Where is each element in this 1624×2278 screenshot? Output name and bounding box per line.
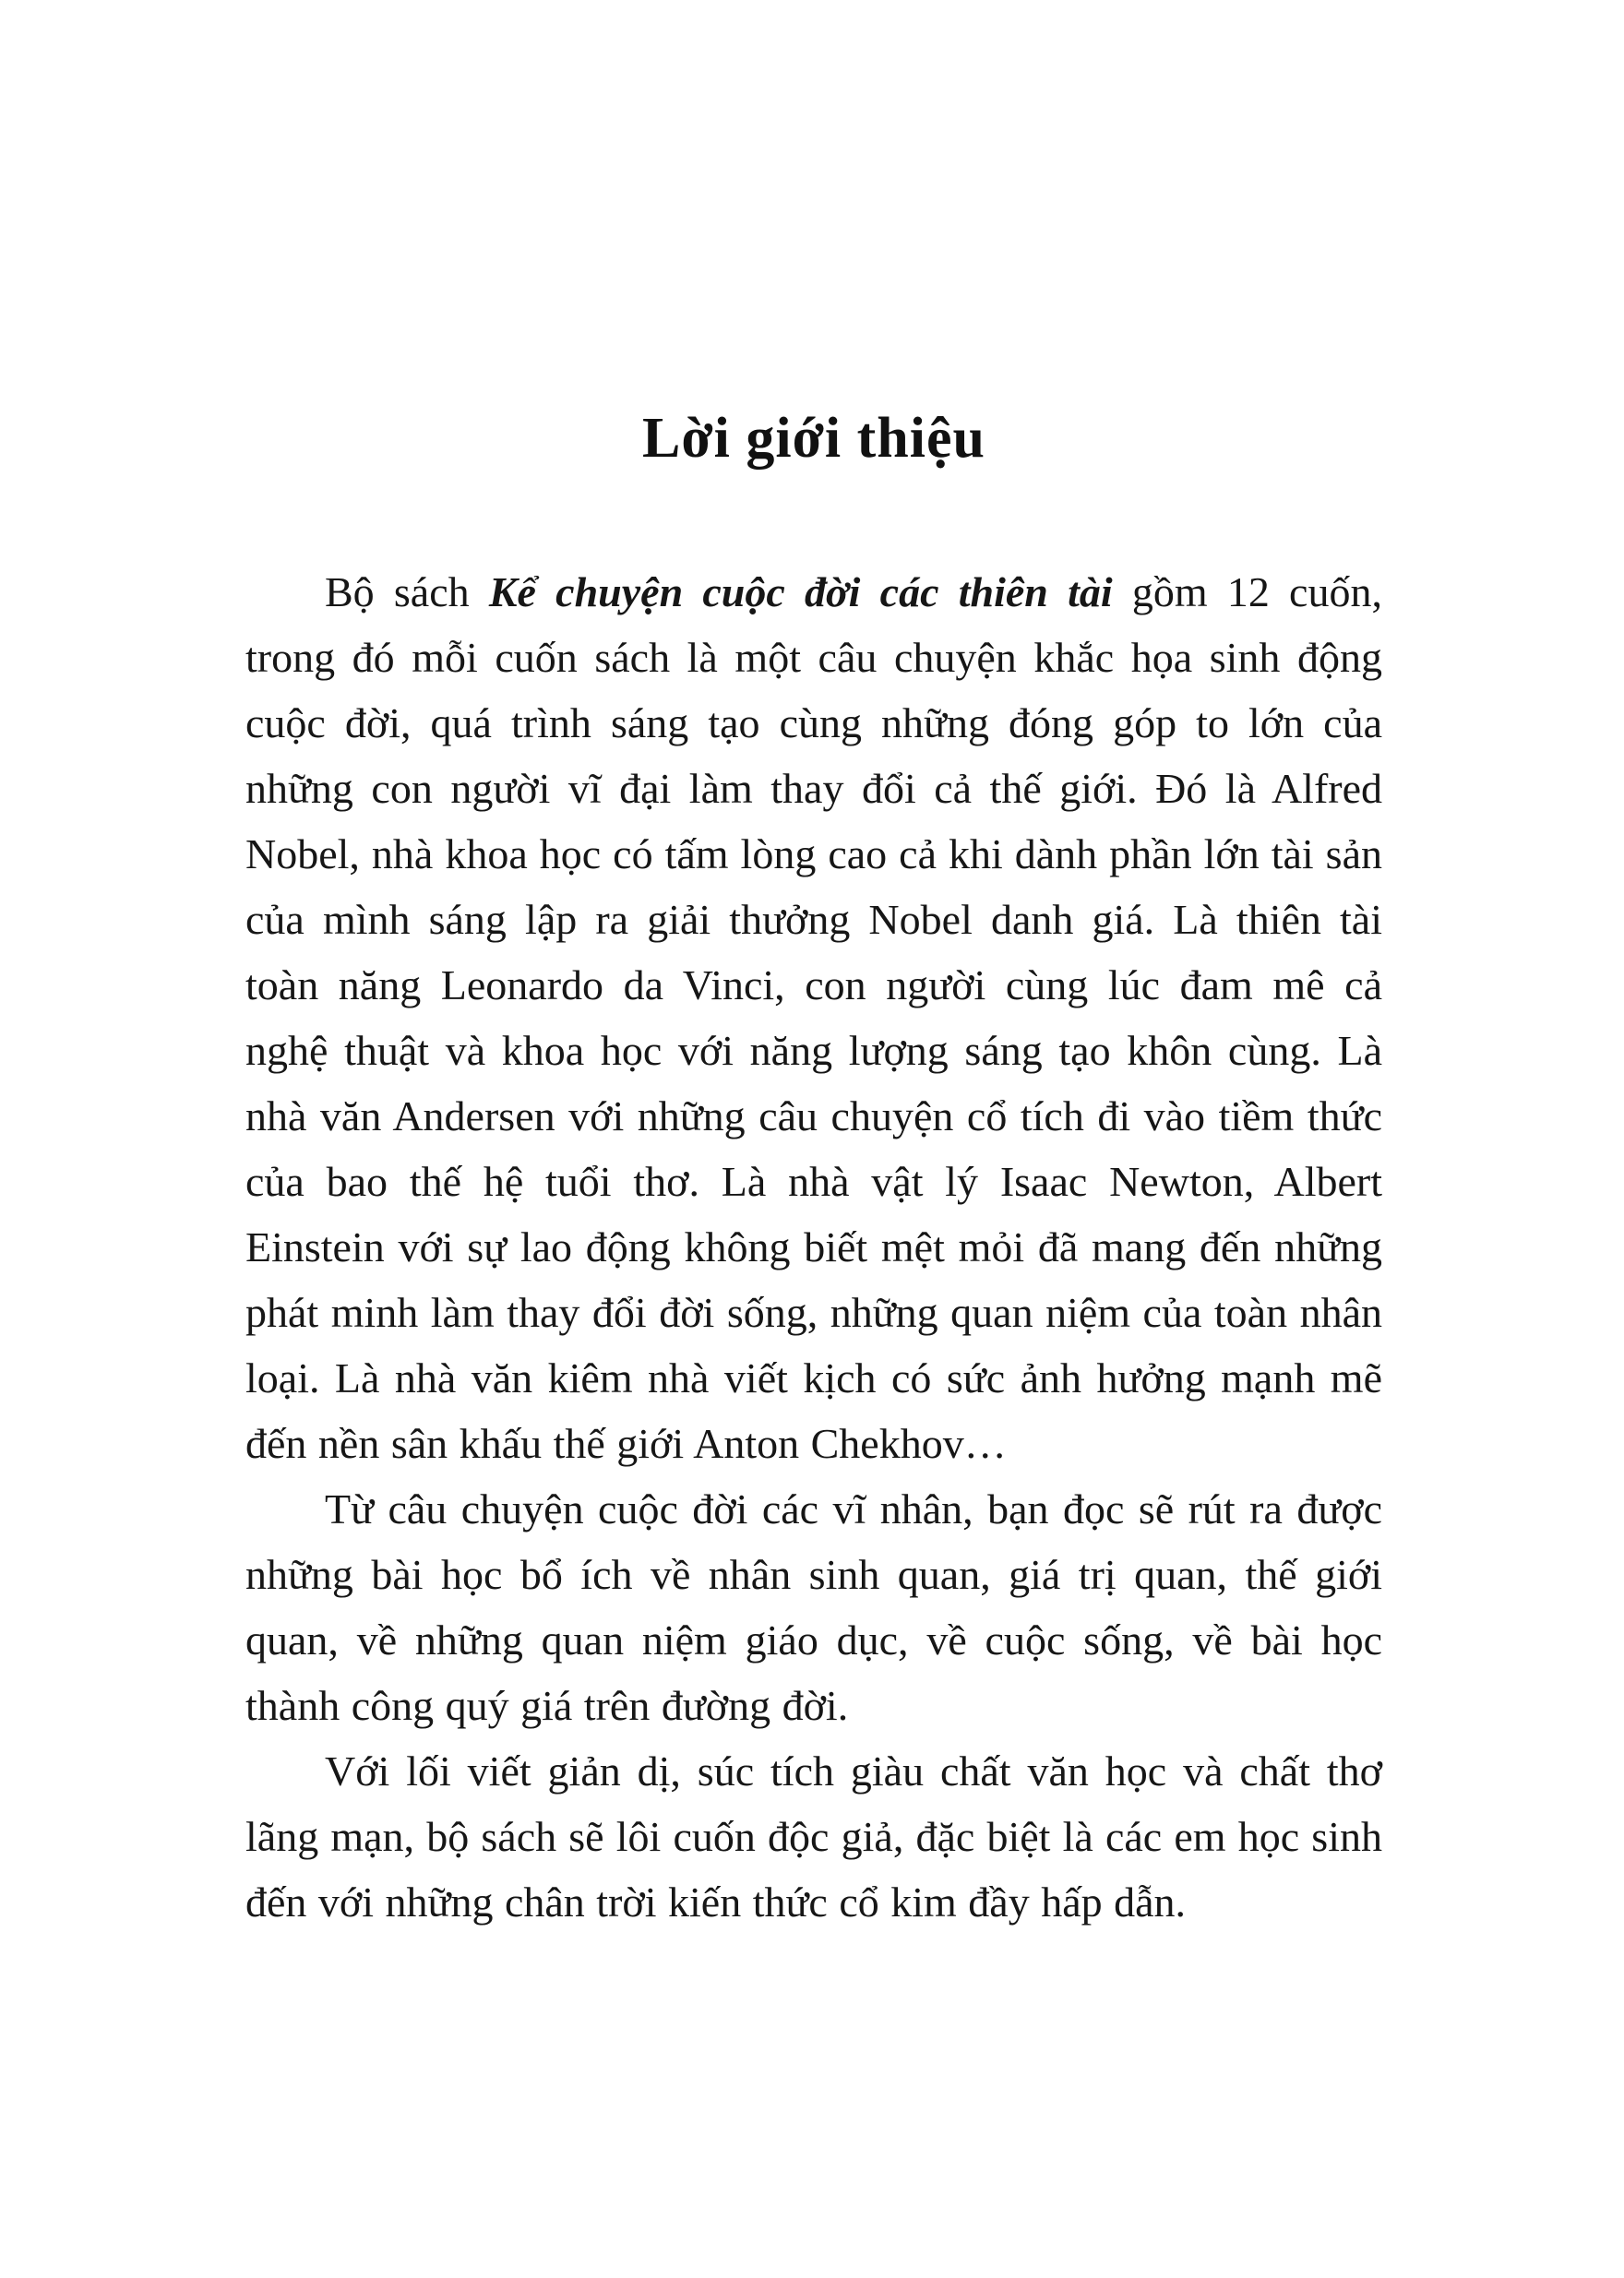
paragraph-1-rest: gồm 12 cuốn, trong đó mỗi cuốn sách là một câu chuyện khắc họa sinh động cuộc đời, quá trình sáng tạo cùng những đóng góp to lớn của những con người vĩ đại làm thay đổi cả thế giới. Đó là Alfred Nobel, nhà khoa học có tấm lòng cao cả khi dành phần lớn tài sản của mình sáng lập ra giải thưởng Nobel danh giá. Là thiên tài toàn năng Leonardo da Vinci, con người cùng lúc đam mê cả nghệ thuật và khoa học với năng lượng sáng tạo khôn cùng. Là nhà văn Andersen với những câu chuyện cổ tích đi vào tiềm thức của bao thế hệ tuổi thơ. Là nhà vật lý Isaac Newton, Albert Einstein với sự lao động không biết mệt mỏi đã mang đến những phát minh làm thay đổi đời sống, những quan niệm của toàn nhân loại. Là nhà văn kiêm nhà viết kịch có sức ảnh hưởng mạnh mẽ đến nền sân khấu thế giới Anton Chekhov… — [245, 568, 1382, 1467]
intro-paragraph-2: Từ câu chuyện cuộc đời các vĩ nhân, bạn đọc sẽ rút ra được những bài học bổ ích về nhân sinh quan, giá trị quan, thế giới quan, về những quan niệm giáo dục, về cuộc sống, về bài học thành công quý giá trên đường đời. — [245, 1485, 1382, 1729]
page-content — [245, 406, 1382, 1935]
book-series-title: Kể chuyện cuộc đời các thiên tài — [488, 568, 1113, 615]
paragraph-1-lead: Bộ sách — [325, 568, 489, 615]
intro-paragraph-3: Với lối viết giản dị, súc tích giàu chất văn học và chất thơ lãng mạn, bộ sách sẽ lôi cuốn độc giả, đặc biệt là các em học sinh đến với những chân trời kiến thức cổ kim đầy hấp dẫn. — [245, 1747, 1382, 1926]
intro-paragraph-1 — [245, 559, 1382, 1476]
page-title: Lời giới thiệu — [641, 407, 986, 470]
